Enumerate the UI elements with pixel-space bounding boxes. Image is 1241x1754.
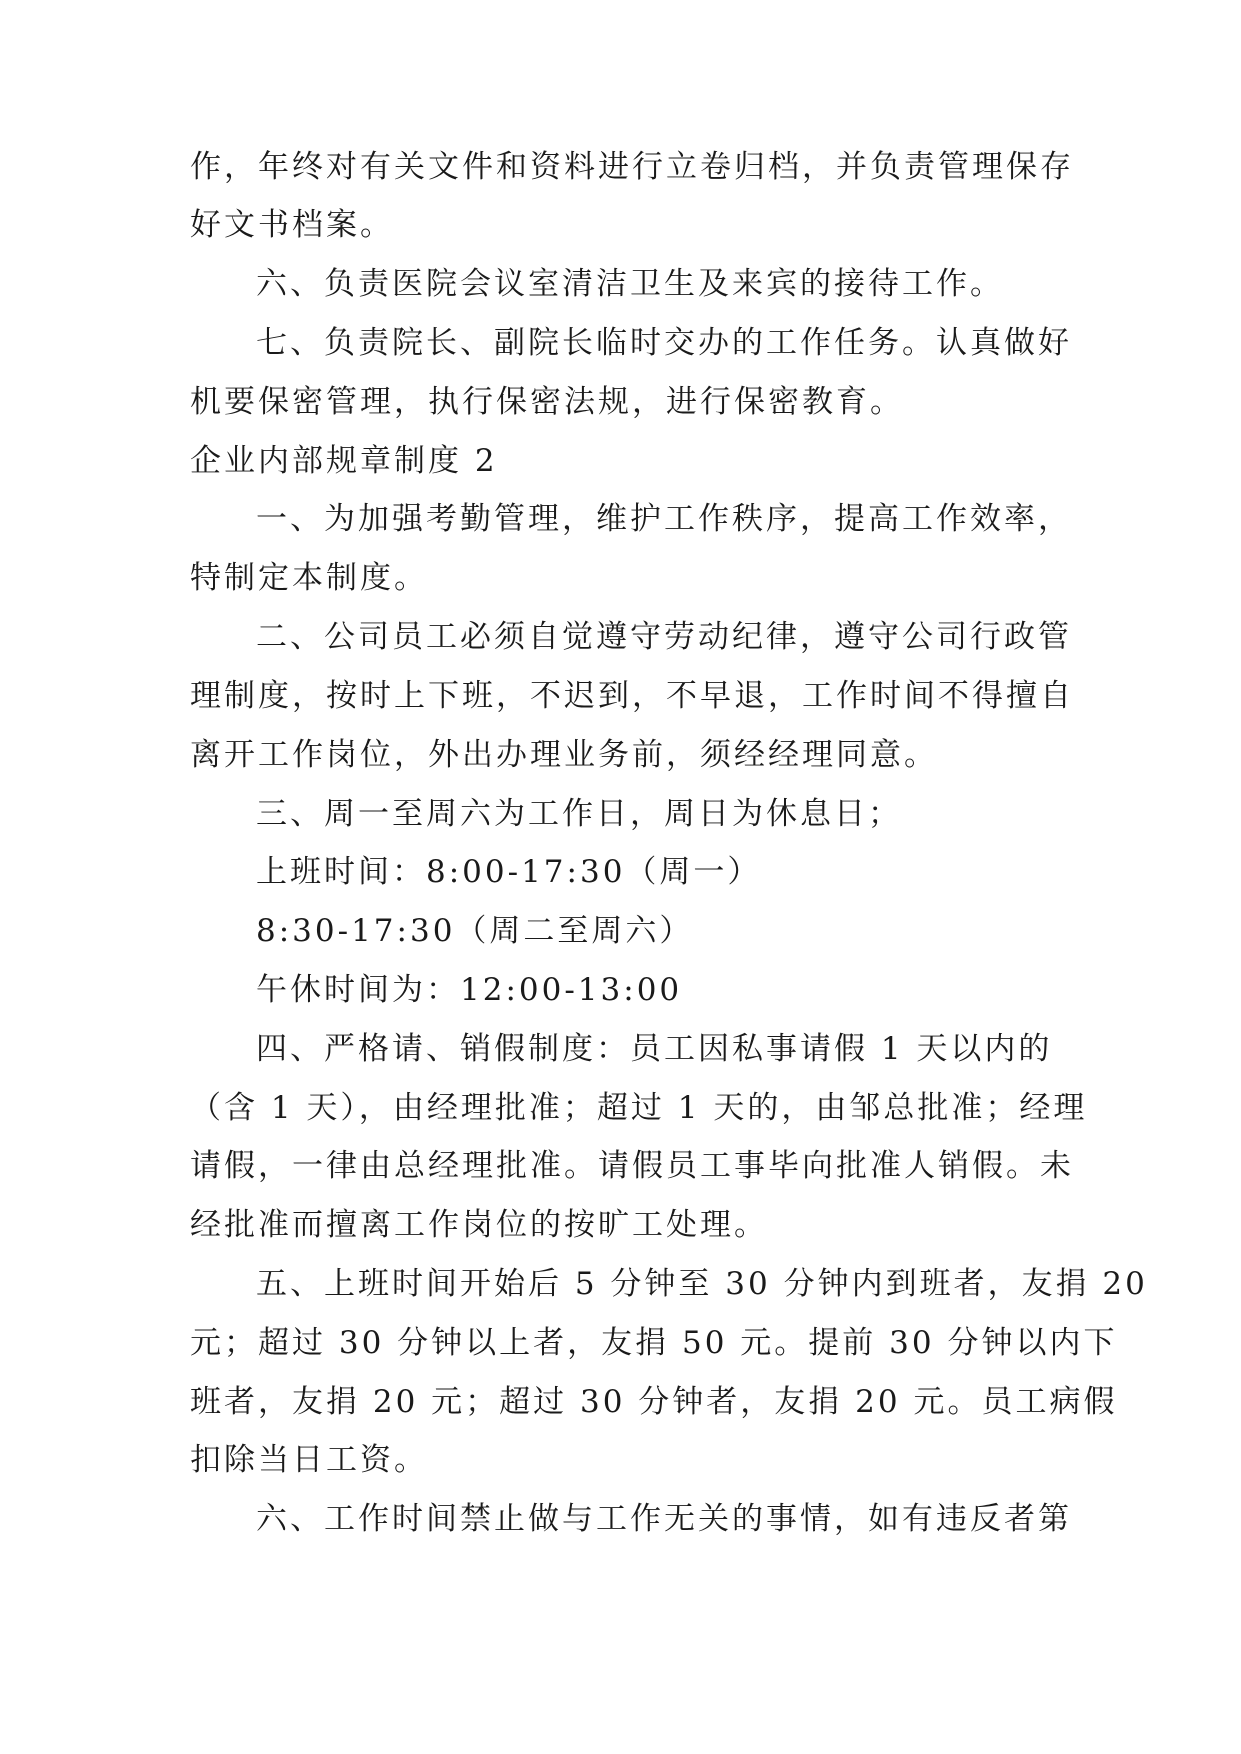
paragraph-line: 8:30-17:30（周二至周六）: [256, 913, 694, 949]
paragraph-line: 四、严格请、销假制度：员工因私事请假 1 天以内的: [256, 1031, 1053, 1067]
paragraph-line: 七、负责院长、副院长临时交办的工作任务。认真做好: [256, 325, 1072, 361]
paragraph-line: 一、为加强考勤管理，维护工作秩序，提高工作效率，: [256, 501, 1072, 537]
paragraph-line: 扣除当日工资。: [190, 1442, 428, 1478]
paragraph-line: 作，年终对有关文件和资料进行立卷归档，并负责管理保存: [190, 149, 1074, 185]
section-title: 企业内部规章制度 2: [190, 443, 498, 479]
paragraph-line: 特制定本制度。: [190, 560, 428, 596]
paragraph-line: （含 1 天），由经理批准；超过 1 天的，由邹总批准；经理: [190, 1090, 1088, 1126]
paragraph-line: 午休时间为：12:00-13:00: [256, 972, 683, 1008]
paragraph-line: 请假，一律由总经理批准。请假员工事毕向批准人销假。未: [190, 1148, 1074, 1184]
paragraph-line: 班者，友捐 20 元；超过 30 分钟者，友捐 20 元。员工病假: [190, 1384, 1118, 1420]
paragraph-line: 元；超过 30 分钟以上者，友捐 50 元。提前 30 分钟以内下: [190, 1325, 1118, 1361]
paragraph-line: 经批准而擅离工作岗位的按旷工处理。: [190, 1207, 768, 1243]
paragraph-line: 理制度，按时上下班，不迟到，不早退，工作时间不得擅自: [190, 678, 1074, 714]
paragraph-line: 上班时间：8:00-17:30（周一）: [256, 854, 762, 890]
paragraph-line: 三、周一至周六为工作日，周日为休息日；: [256, 796, 902, 832]
paragraph-line: 机要保密管理，执行保密法规，进行保密教育。: [190, 384, 904, 420]
paragraph-line: 五、上班时间开始后 5 分钟至 30 分钟内到班者，友捐 20: [256, 1266, 1148, 1302]
paragraph-line: 好文书档案。: [190, 207, 394, 243]
paragraph-line: 六、负责医院会议室清洁卫生及来宾的接待工作。: [256, 266, 1004, 302]
paragraph-line: 离开工作岗位，外出办理业务前，须经经理同意。: [190, 737, 938, 773]
paragraph-line: 六、工作时间禁止做与工作无关的事情，如有违反者第: [256, 1501, 1072, 1537]
paragraph-line: 二、公司员工必须自觉遵守劳动纪律，遵守公司行政管: [256, 619, 1072, 655]
